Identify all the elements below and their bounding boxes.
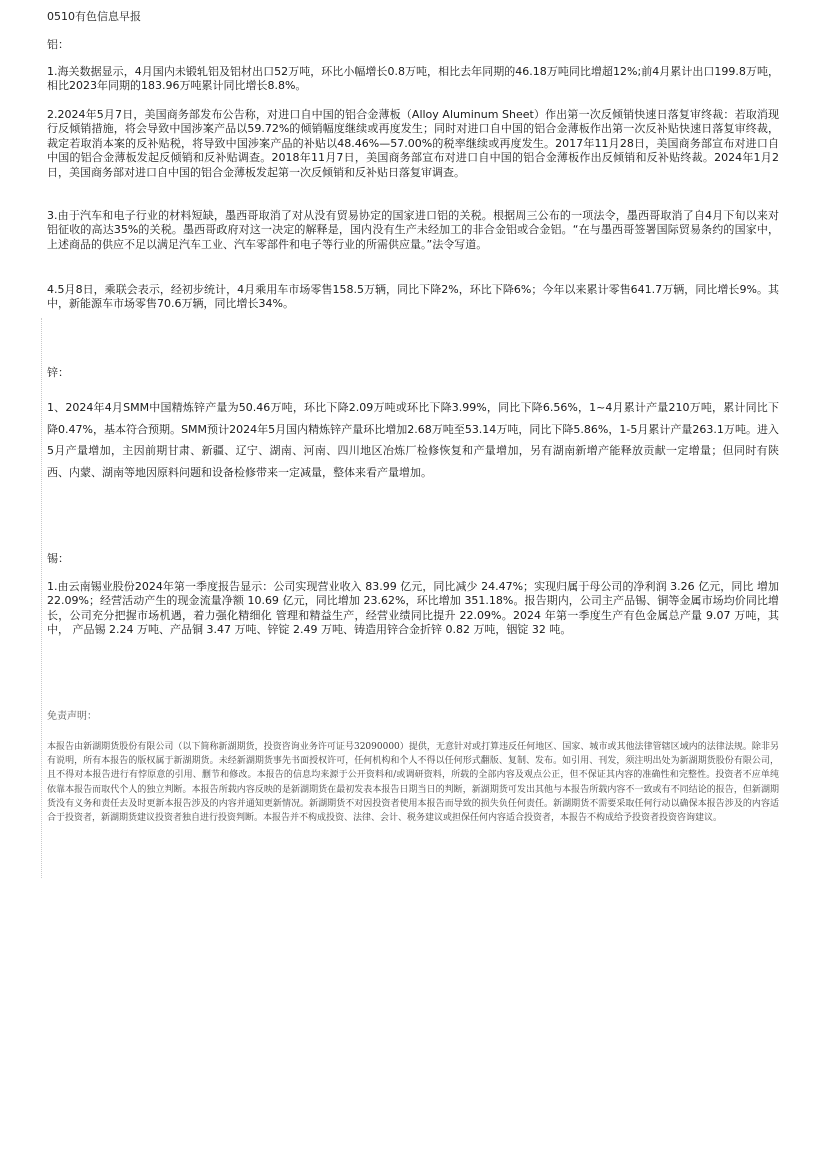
aluminum-item-3: 3.由于汽车和电子行业的材料短缺，墨西哥取消了对从没有贸易协定的国家进口铝的关税。根据周三公布的一项法令，墨西哥取消了自4月下旬以来对铝征收的高达35%的关税。墨西哥政府对这一决定的解释是，国内没有生产未经加工的非合金铝或合金铝。“在与墨西哥签署国际贸易条约的国家中，上述商品的供应不足以满足汽车工业、汽车零部件和电子等行业的所需供应量。”法令写道。 [47, 209, 779, 251]
tin-item-1: 1.由云南锡业股份2024年第一季度报告显示：公司实现营业收入 83.99 亿元，同比减少 24.47%；实现归属于母公司的净利润 3.26 亿元，同比 增加 22.09%；经营活动产生的现金流量净额 10.69 亿元，同比增加 23.62%，环比增加 351.18%。报告期内，公司主产品锡、铜等金属市场均价同比增长，公司充分把握市场机遇，着力强化精细化 管理和精益生产，经营业绩同比提升 22.09%。2024 年第一季度生产有色金属总产量 9.07 万吨，其中， 产品锡 2.24 万吨、产品铜 3.47 万吨、锌锭 2.49 万吨、铸造用锌合金折锌 0.82 万吨，铟锭 32 吨。 [47, 580, 779, 637]
disclaimer-heading: 免责声明： [47, 711, 97, 722]
aluminum-item-4: 4.5月8日，乘联会表示，经初步统计，4月乘用车市场零售158.5万辆，同比下降2%，环比下降6%；今年以来累计零售641.7万辆，同比增长9%。其中，新能源车市场零售70.6万辆，同比增长34%。 [47, 283, 779, 311]
aluminum-heading: 铝： [47, 38, 69, 51]
aluminum-item-2: 2.2024年5月7日，美国商务部发布公告称，对进口自中国的铝合金薄板（Alloy Aluminum Sheet）作出第一次反倾销快速日落复审终裁：若取消现行反倾销措施，将会导致中国涉案产品以59.72%的倾销幅度继续或再度发生；同时对进口自中国的铝合金薄板作出第一次反补贴快速日落复审终裁，裁定若取消本案的反补贴税，将导致中国涉案产品的补贴以48.46%—57.00%的税率继续或再度发生。2017年11月28日，美国商务部宣布对进口自中国的铝合金薄板发起反倾销和反补贴调查。2018年11月7日，美国商务部宣布对进口自中国的铝合金薄板作出反倾销和反补贴终裁。2024年1月2日，美国商务部对进口自中国的铝合金薄板发起第一次反倾销和反补贴日落复审调查。 [47, 108, 779, 179]
aluminum-item-1: 1.海关数据显示，4月国内未锻轧铝及铝材出口52万吨，环比小幅增长0.8万吨，相比去年同期的46.18万吨同比增超12%;前4月累计出口199.8万吨，相比2023年同期的183.96万吨累计同比增长8.8%。 [47, 65, 779, 93]
disclaimer-body: 本报告由新湖期货股份有限公司（以下简称新湖期货，投资咨询业务许可证号32090000）提供，无意针对或打算违反任何地区、国家、城市或其他法律管辖区域内的法律法规。除非另有说明，所有本报告的版权属于新湖期货。未经新湖期货事先书面授权许可，任何机构和个人不得以任何形式翻版、复制、发布。如引用、刊发，须注明出处为新湖期货股份有限公司，且不得对本报告进行有悖原意的引用、删节和修改。本报告的信息均来源于公开资料和/或调研资料，所载的全部内容及观点公正，但不保证其内容的准确性和完整性。投资者不应单纯依靠本报告而取代个人的独立判断。本报告所载内容反映的是新湖期货在最初发表本报告日期当日的判断，新湖期货可发出其他与本报告所载内容不一致或有不同结论的报告，但新湖期货没有义务和责任去及时更新本报告涉及的内容并通知更新情况。新湖期货不对因投资者使用本报告而导致的损失负任何责任。新湖期货不需要采取任何行动以确保本报告涉及的内容适合于投资者，新湖期货建议投资者独自进行投资判断。本报告并不构成投资、法律、会计、税务建议或担保任何内容适合投资者，本报告不构成给予投资者投资咨询建议。 [47, 742, 779, 824]
tin-heading: 锡： [47, 552, 69, 565]
zinc-heading: 锌： [47, 366, 69, 379]
margin-divider [41, 318, 42, 878]
report-title: 0510有色信息早报 [47, 10, 141, 23]
zinc-item-1: 1、2024年4月SMM中国精炼锌产量为50.46万吨，环比下降2.09万吨或环比下降3.99%，同比下降6.56%，1~4月累计产量210万吨，累计同比下降0.47%，基本符合预期。SMM预计2024年5月国内精炼锌产量环比增加2.68万吨至53.14万吨，同比下降5.86%，1-5月累计产量263.1万吨。进入5月产量增加，主因前期甘肃、新疆、辽宁、湖南、河南、四川地区冶炼厂检修恢复和产量增加，另有湖南新增产能释放贡献一定增量；但同时有陕西、内蒙、湖南等地因原料问题和设备检修带来一定减量，整体来看产量增加。 [47, 401, 779, 479]
